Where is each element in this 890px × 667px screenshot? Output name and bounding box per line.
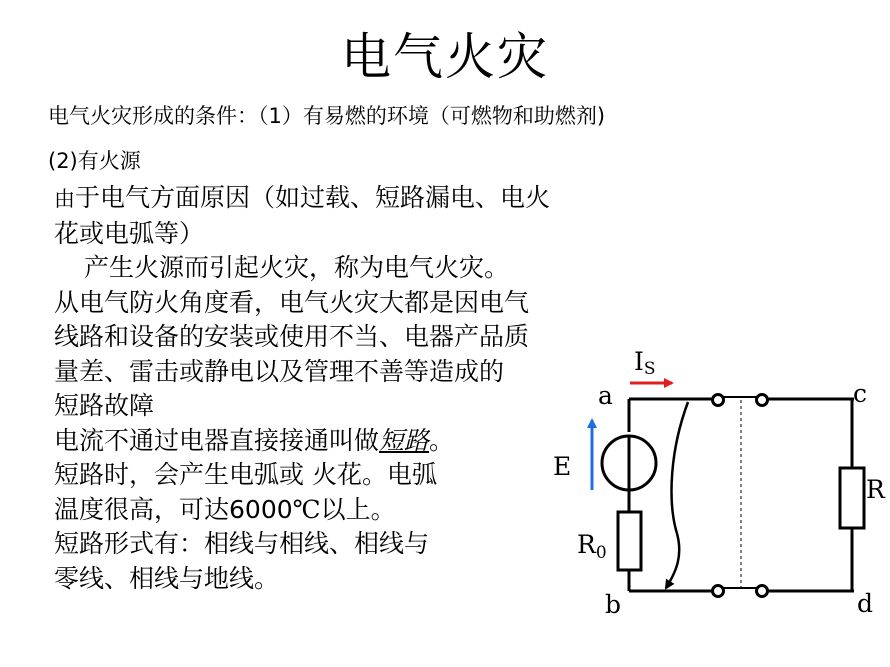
bottom-switch-contact-left xyxy=(713,586,724,597)
paragraph-forms-line1: 短路形式有：相线与相线、相线与 xyxy=(54,529,430,558)
short-circuit-diagram xyxy=(540,340,890,640)
current-label: IS xyxy=(634,347,656,379)
paragraph-forms-line2: 零线、相线与地线。 xyxy=(54,563,280,593)
internal-resistor-label: $R_0$ xyxy=(577,530,607,563)
paragraph-prevention-line4: 短路故障 xyxy=(54,391,155,420)
top-switch-contact-right xyxy=(757,395,768,406)
short-circuit-prefix: 电流不通过电器直接接通叫做 xyxy=(54,425,380,455)
load-resistor-label: R xyxy=(866,475,885,504)
short-circuit-path xyxy=(666,402,688,588)
load-resistor-symbol xyxy=(840,468,864,528)
internal-resistor-symbol xyxy=(618,512,641,570)
paragraph-prevention-line2: 线路和设备的安装或使用不当、电器产品质 xyxy=(54,322,530,351)
node-d-label: d xyxy=(857,589,874,618)
paragraph-prevention-line1: 从电气防火角度看，电气火灾大都是因电气 xyxy=(54,287,530,317)
paragraph-prevention-line3: 量差、雷击或静电以及管理不善等造成的 xyxy=(54,356,505,386)
arc-temp-suffix: ℃以上。 xyxy=(292,494,396,524)
paragraph-cause xyxy=(54,181,664,217)
paragraph-definition: 产生火源而引起火灾，称为电气火灾。 xyxy=(84,253,510,282)
arc-temp-value: 6000 xyxy=(229,494,293,524)
arc-temp-prefix: 温度很高，可达 xyxy=(54,494,230,524)
short-circuit-suffix: 。 xyxy=(429,425,455,455)
first-char: 由 xyxy=(54,187,75,211)
node-b-label: b xyxy=(605,590,622,619)
source-label: E xyxy=(553,452,572,481)
short-circuit-term: 短路 xyxy=(379,425,430,455)
paragraph-cause-line1: 于电气方面原因（如过载、短路漏电、电火 xyxy=(75,183,551,212)
bottom-switch-contact-right xyxy=(757,586,768,597)
paragraph-arc-line1: 短路时，会产生电弧或 火花。电弧 xyxy=(54,460,437,489)
node-a-label: a xyxy=(598,381,613,410)
top-switch-contact-left xyxy=(713,395,724,406)
page-title: 电气火灾 xyxy=(341,28,549,86)
fire-conditions-line: 电气火灾形成的条件：（1）有易燃的环境（可燃物和助燃剂) xyxy=(48,104,606,128)
paragraph-cause-line2: 花或电弧等） xyxy=(54,218,205,248)
node-c-label: c xyxy=(853,379,868,408)
fire-source-condition: (2)有火源 xyxy=(48,149,141,173)
